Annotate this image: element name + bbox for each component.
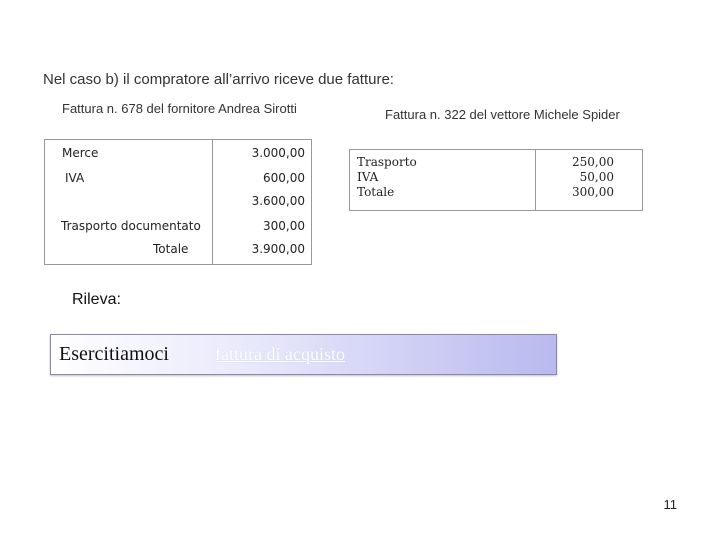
invoice1-trasporto-value: 300,00 [263, 219, 305, 233]
invoice2-title: Fattura n. 322 del vettore Michele Spider [385, 107, 620, 122]
invoice2-labels [357, 155, 417, 200]
invoice2-value-iva: 50,00 [579, 170, 614, 184]
banner-label: Esercitiamoci [59, 343, 169, 365]
exercise-banner [50, 334, 557, 375]
invoice2-label-iva: IVA [357, 170, 379, 184]
invoice1-totale-value: 3.900,00 [251, 242, 305, 256]
invoice2-column-divider [535, 150, 536, 210]
invoice1-iva-value: 600,00 [263, 171, 305, 185]
invoice2-value-trasporto: 250,00 [572, 155, 614, 169]
invoice1-column-divider [212, 140, 213, 264]
invoice1-iva-label: IVA [65, 171, 85, 185]
page-number: 11 [663, 497, 677, 512]
invoice1-subtotal-value: 3.600,00 [251, 194, 305, 208]
intro-text: Nel caso b) il compratore all’arrivo riceve due fatture: [43, 71, 394, 88]
invoice1-table [44, 139, 312, 265]
invoice1-totale-label: Totale [153, 242, 189, 256]
invoice2-label-totale: Totale [357, 185, 395, 199]
invoice2-values [572, 155, 614, 200]
invoice1-title: Fattura n. 678 del fornitore Andrea Sirotti [62, 101, 297, 116]
invoice1-merce-value: 3.000,00 [251, 146, 305, 160]
fattura-di-acquisto-link[interactable]: fattura di acquisto [215, 344, 345, 364]
invoice1-trasporto-label: Trasporto documentato [61, 219, 201, 233]
invoice2-table [349, 149, 643, 211]
invoice2-label-trasporto: Trasporto [357, 155, 417, 169]
rileva-label: Rileva: [72, 291, 121, 308]
invoice1-merce-label: Merce [62, 146, 99, 160]
invoice2-value-totale: 300,00 [572, 185, 614, 199]
